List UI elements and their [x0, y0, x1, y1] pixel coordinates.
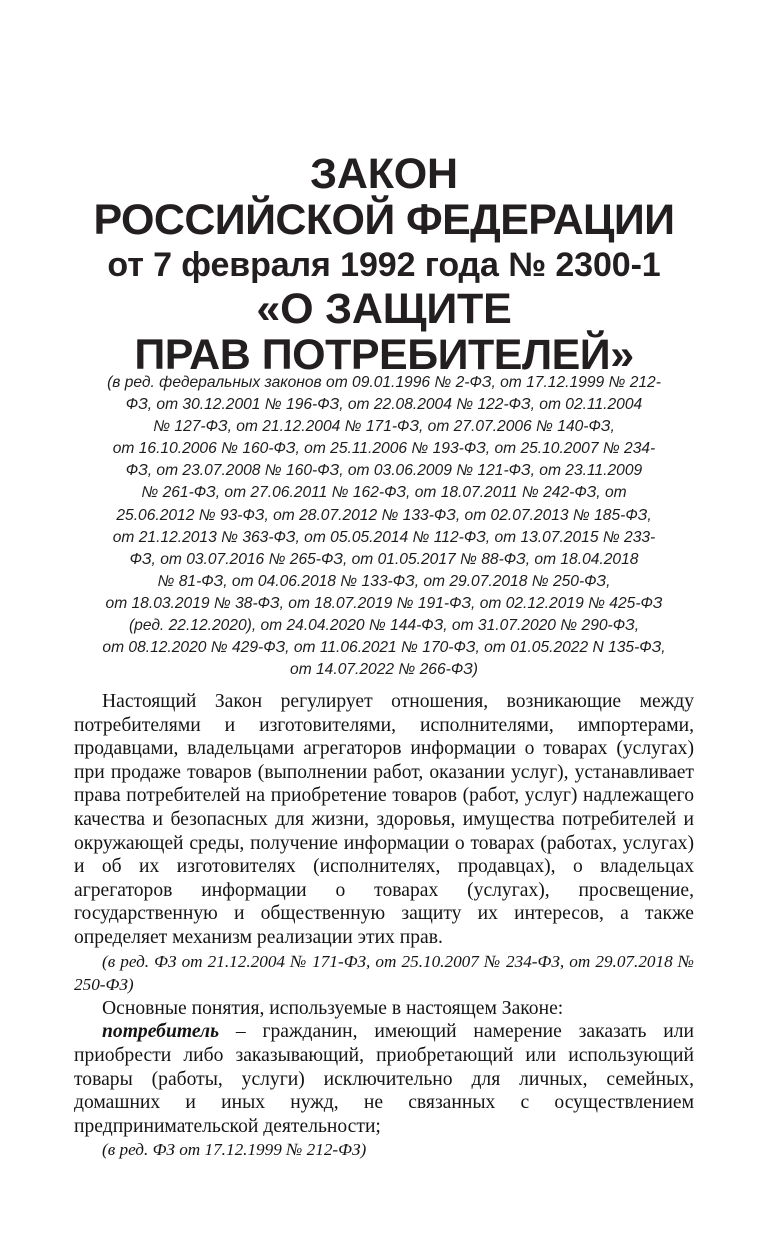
amendment-line: от 18.03.2019 № 38-ФЗ, от 18.07.2019 № 191-ФЗ, от 02.12.2019 № 425-ФЗ	[105, 594, 663, 612]
title-line-o-zashchite: «О ЗАЩИТЕ	[256, 285, 512, 333]
title-line-date-number: от 7 февраля 1992 года № 2300-1	[107, 246, 661, 284]
amendment-line: от 21.12.2013 № 363-ФЗ, от 05.05.2014 № 112-ФЗ, от 13.07.2015 № 233-	[112, 528, 656, 546]
title-line-prav-potrebiteley: ПРАВ ПОТРЕБИТЕЛЕЙ»	[134, 331, 634, 379]
amendment-line: от 16.10.2006 № 160-ФЗ, от 25.11.2006 № 193-ФЗ, от 25.10.2007 № 234-	[112, 440, 656, 458]
amendment-line: (ред. 22.12.2020), от 24.04.2020 № 144-ФЗ, от 31.07.2020 № 290-ФЗ,	[128, 617, 640, 635]
amendment-line: ФЗ, от 03.07.2016 № 265-ФЗ, от 01.05.2017 № 88-ФЗ, от 18.04.2018	[129, 550, 639, 568]
title-line-rossiyskoy-federatsii: РОССИЙСКОЙ ФЕДЕРАЦИИ	[93, 196, 675, 244]
definition-text: гражданин, имеющий намерение заказать или приобрести либо заказывающий, приобретающий или использующий товары (работы, услуги) исключительно для личных, семейных, домашних и иных нужд, не связанных с осуществлением предпринимательской деятельности;	[74, 1021, 695, 1137]
body-paragraph-definitions-intro: Основные понятия, используемые в настоящем Законе:	[102, 997, 564, 1019]
amendment-reference: (в ред. ФЗ от 17.12.1999 № 212-ФЗ)	[102, 1140, 367, 1160]
amendment-line: от 08.12.2020 № 429-ФЗ, от 11.06.2021 № 170-ФЗ, от 01.05.2022 N 135-ФЗ,	[102, 639, 666, 657]
amendment-reference: (в ред. ФЗ от 21.12.2004 № 171-ФЗ, от 25.10.2007 № 234-ФЗ, от 29.07.2018 № 250-ФЗ)	[74, 951, 694, 995]
amendment-line: № 261-ФЗ, от 27.06.2011 № 162-ФЗ, от 18.07.2011 № 242-ФЗ, от	[141, 484, 627, 502]
title-line-zakon: ЗАКОН	[310, 150, 458, 198]
definition-term: потребитель	[102, 1021, 220, 1043]
document-title	[0, 152, 768, 378]
amendment-line: № 81-ФЗ, от 04.06.2018 № 133-ФЗ, от 29.07.2018 № 250-ФЗ,	[157, 572, 611, 590]
amendment-line: ФЗ, от 30.12.2001 № 196-ФЗ, от 22.08.2004 № 122-ФЗ, от 02.11.2004	[125, 396, 643, 414]
amendment-line: ФЗ, от 23.07.2008 № 160-ФЗ, от 03.06.2009 № 121-ФЗ, от 23.11.2009	[125, 462, 643, 480]
amendment-line: № 127-ФЗ, от 21.12.2004 № 171-ФЗ, от 27.07.2006 № 140-ФЗ,	[153, 418, 615, 436]
amendments-note	[94, 372, 674, 681]
amendment-line: (в ред. федеральных законов от 09.01.1996 № 2-ФЗ, от 17.12.1999 № 212-	[107, 374, 661, 391]
document-body	[74, 690, 694, 1162]
definition-consumer	[74, 1020, 694, 1138]
body-paragraph-scope: Настоящий Закон регулирует отношения, возникающие между потребителями и изготовителями, исполнителями, импортерами, продавцами, владельцами агрегаторов информации о товарах (услугах) при продаже товаров (выполнении работ, оказании услуг), устанавливает права потребителей на приобретение товаров (работ, услуг) надлежащего качества и безопасных для жизни, здоровья, имущества потребителей и окружающей среды, получение информации о товарах (работах, услугах) и об их изготовителях (исполнителях, продавцах), о владельцах агрегаторов информации о товарах (услугах), просвещение, государственную и общественную защиту их интересов, а также определяет механизм реализации этих прав.	[74, 691, 694, 948]
definition-dash: –	[219, 1021, 263, 1043]
amendment-line: 25.06.2012 № 93-ФЗ, от 28.07.2012 № 133-ФЗ, от 02.07.2013 № 185-ФЗ,	[116, 506, 652, 524]
amendment-line: от 14.07.2022 № 266-ФЗ)	[290, 661, 478, 679]
